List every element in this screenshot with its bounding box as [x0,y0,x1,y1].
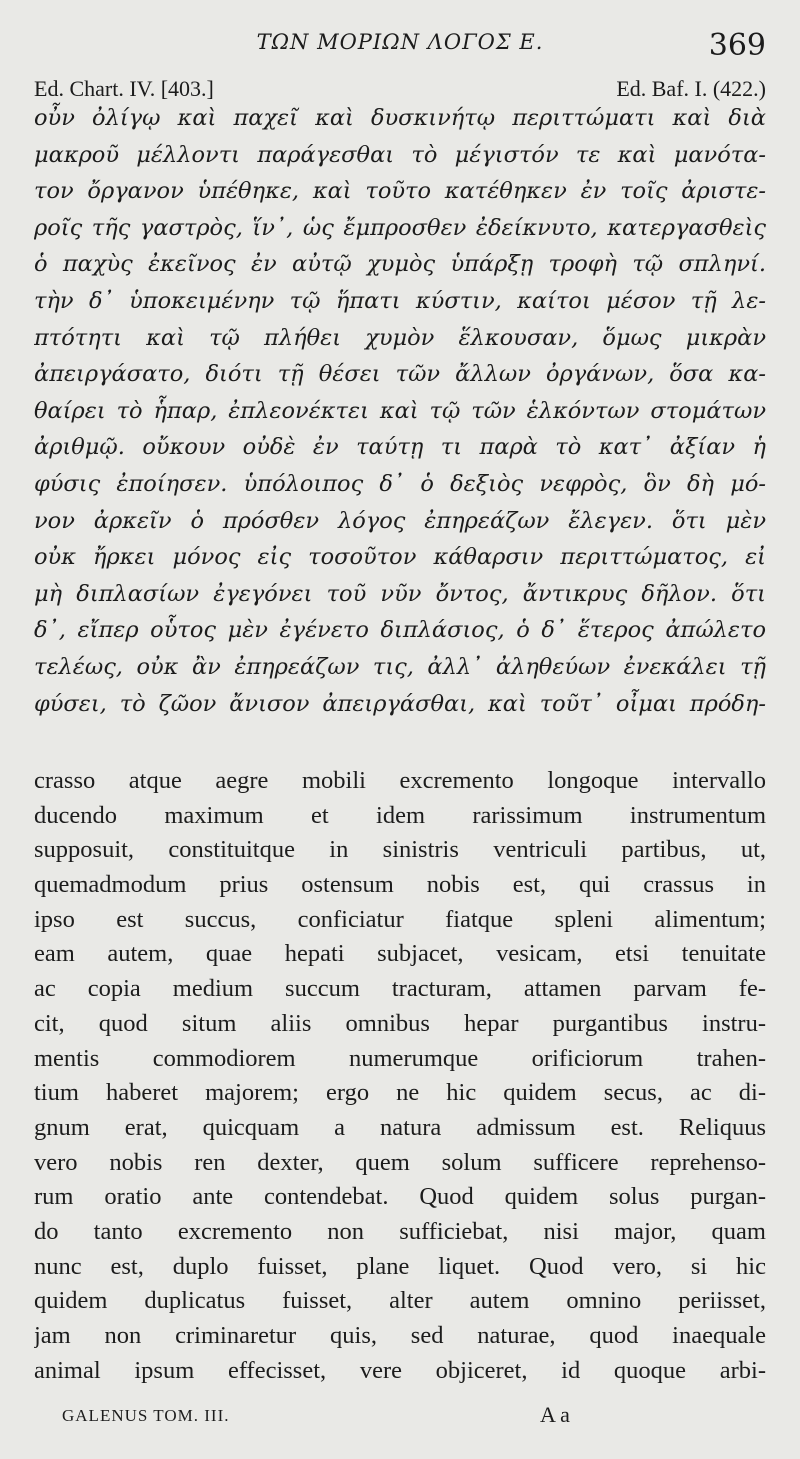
latin-text-line: ducendo maximum et idem rarissimum instrumentum [34,801,766,829]
latin-text-line: vero nobis ren dexter, quem solum sufficere reprehenso- [34,1148,766,1176]
running-title: ΤΩΝ ΜΟΡΙΩΝ ΛΟΓΟΣ Ε. [256,30,544,54]
latin-text-line: ipso est succus, conficiatur fiatque spleni alimentum; [34,905,766,933]
latin-text-line: eam autem, quae hepati subjacet, vesicam, etsi tenuitate [34,940,766,968]
latin-text-line: nunc est, duplo fuisset, plane liquet. Quod vero, si hic [34,1252,766,1280]
page-number: 369 [708,28,766,63]
greek-text-line: φύσει, τὸ ζῶον ἄνισον ἀπειργάσθαι, καὶ τοῦτ᾽ οἶμαι πρόδη- [34,690,766,717]
greek-text-line: ἀπειργάσατο, διότι τῇ θέσει τῶν ἄλλων ὀργάνων, ὅσα κα- [34,361,766,388]
latin-text-line: crasso atque aegre mobili excremento longoque intervallo [34,767,766,794]
greek-text-line: φύσις ἐποίησεν. ὑπόλοιπος δ᾽ ὁ δεξιὸς νεφρὸς, ὃν δὴ μό- [34,470,766,497]
latin-text-line: quemadmodum prius ostensum nobis est, qui crassus in [34,871,766,899]
gathering-mark: A a [540,1402,570,1427]
edition-reference-left: Ed. Chart. IV. [403.] [34,76,214,101]
greek-text-line: οὐκ ἤρκει μόνος εἰς τοσοῦτον κάθαρσιν περιττώματος, εἰ [34,544,766,571]
latin-text-line: quidem duplicatus fuisset, alter autem omnino periisset, [34,1287,766,1315]
greek-text-line: δ᾽, εἴπερ οὗτος μὲν ἐγένετο διπλάσιος, ὁ δ᾽ ἕτερος ἀπώλετο [34,617,766,644]
greek-text-line: νον ἀρκεῖν ὁ πρόσθεν λόγος ἐπηρεάζων ἔλεγεν. ὅτι μὲν [34,507,766,534]
latin-text-line: do tanto excremento non sufficiebat, nisi major, quam [34,1217,766,1245]
latin-text-line: cit, quod situm aliis omnibus hepar purgantibus instru- [34,1009,766,1037]
latin-text-line: supposuit, constituitque in sinistris ventriculi partibus, ut, [34,836,766,864]
greek-text-line: ἀριθμῷ. οὔκουν οὐδὲ ἐν ταύτῃ τι παρὰ τὸ κατ᾽ ἀξίαν ἡ [34,434,766,461]
latin-text-line: gnum erat, quicquam a natura admissum est. Reliquus [34,1113,766,1141]
latin-text-line: animal ipsum effecisset, vere objiceret, id quoque arbi- [34,1356,766,1384]
greek-text-line: τὴν δ᾽ ὑποκειμένην τῷ ἥπατι κύστιν, καίτοι μέσον τῇ λε- [34,287,766,314]
latin-text-line: ac copia medium succum tracturam, attamen parvam fe- [34,975,766,1003]
greek-text-line: μὴ διπλασίων ἐγεγόνει τοῦ νῦν ὄντος, ἄντικρυς δῆλον. ὅτι [34,580,766,607]
latin-text-block [34,764,766,1388]
latin-text-line: tium haberet majorem; ergo ne hic quidem secus, ac di- [34,1079,766,1107]
greek-text-line: ροῖς τῆς γαστρὸς, ἵν᾽, ὡς ἔμπροσθεν ἐδείκνυτο, κατεργασθεὶς [34,214,766,241]
greek-text-block [34,100,766,722]
greek-text-line: πτότητι καὶ τῷ πλήθει χυμὸν ἕλκουσαν, ὅμως μικρὰν [34,324,766,351]
greek-text-line: τον ὄργανον ὑπέθηκε, καὶ τοῦτο κατέθηκεν ἐν τοῖς ἀριστε- [34,178,766,205]
greek-text-line: ὁ παχὺς ἐκεῖνος ἐν αὐτῷ χυμὸς ὑπάρξῃ τροφὴ τῷ σπληνί. [34,251,766,278]
greek-text-line: οὖν ὀλίγῳ καὶ παχεῖ καὶ δυσκινήτῳ περιττώματι καὶ διὰ [34,105,766,131]
greek-text-line: τελέως, οὐκ ἂν ἐπηρεάζων τις, ἀλλ᾽ ἀληθεύων ἐνεκάλει τῇ [34,653,766,680]
edition-reference-right: Ed. Baf. I. (422.) [616,76,766,101]
latin-text-line: mentis commodiorem numerumque orificiorum trahen- [34,1044,766,1072]
signature-mark: GALENUS TOM. III. [62,1406,230,1425]
latin-text-line: jam non criminaretur quis, sed naturae, quod inaequale [34,1322,766,1349]
greek-text-line: θαίρει τὸ ἧπαρ, ἐπλεονέκτει καὶ τῷ τῶν ἑλκόντων στομάτων [34,397,766,424]
greek-text-line: μακροῦ μέλλοντι παράγεσθαι τὸ μέγιστόν τε καὶ μανότα- [34,141,766,168]
latin-text-line: rum oratio ante contendebat. Quod quidem solus purgan- [34,1183,766,1211]
